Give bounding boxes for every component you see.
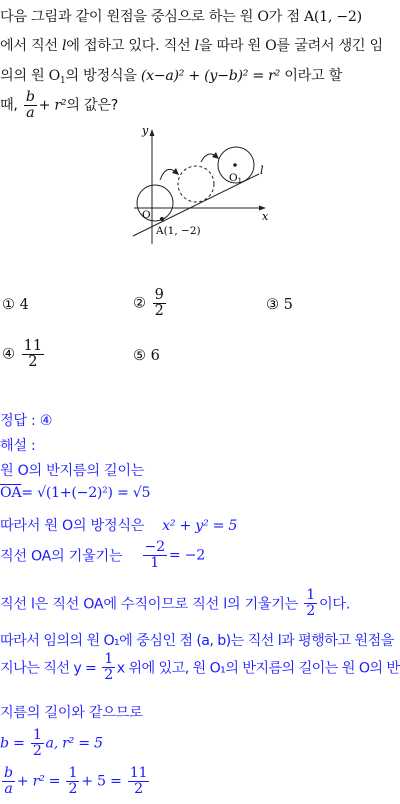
- problem-text: 를 굴려서 생긴 임: [276, 38, 383, 54]
- choice-4[interactable]: [2, 339, 46, 370]
- solution-text: 원 O의 반지름의 길이는: [0, 463, 145, 479]
- math-expression: a, r² = 5: [45, 735, 103, 752]
- line-l-label: l: [62, 38, 67, 54]
- problem-text: 의 값은?: [66, 97, 118, 114]
- fraction-numerator: −2: [144, 539, 165, 555]
- fraction-numerator: 11: [129, 765, 148, 781]
- solution-line-8: [0, 702, 142, 722]
- y-axis-arrow: [150, 129, 155, 136]
- circle-rolling-dashed: [178, 166, 214, 202]
- circle-equation: (x−a)² + (y−b)² = r²: [140, 68, 281, 84]
- fraction-numerator: 1: [68, 765, 78, 781]
- solution-text: 따라서 임의의 원 O₁에 중심인 점 (a, b)는 직선 l과 평행하고 원점을: [0, 633, 394, 649]
- choice-value: 5: [283, 297, 293, 313]
- problem-text: 을 따라 원: [198, 38, 266, 54]
- fraction-denominator: a: [4, 780, 13, 797]
- solution-line-9: [0, 728, 103, 759]
- circle-o-equation: x² + y² = 5: [162, 518, 238, 534]
- point-a: A(1, −2): [303, 9, 362, 25]
- slope-value: = −2: [168, 547, 205, 564]
- fraction-numerator: 9: [154, 287, 164, 303]
- math-expression: + r² =: [16, 773, 61, 790]
- roll-arrow-2-head: [212, 152, 219, 159]
- solution-text: 지나는 직선 y =: [0, 660, 97, 677]
- math-expression: + 5 =: [81, 773, 122, 790]
- fraction-numerator: b: [4, 765, 13, 781]
- problem-text: 때,: [0, 97, 22, 114]
- tangent-circle-figure: [0, 0, 400, 270]
- half-fraction: [66, 766, 79, 797]
- fraction-denominator: 2: [154, 303, 164, 320]
- choice-5[interactable]: [133, 348, 160, 364]
- choice-mark: ①: [2, 297, 15, 313]
- fraction-numerator: 1: [32, 727, 42, 743]
- solution-heading-text: 해설 :: [0, 438, 36, 454]
- solution-line-5: [0, 588, 350, 619]
- choice-value: 6: [150, 348, 160, 364]
- o1-label: O1: [229, 172, 243, 185]
- fraction-denominator: 2: [32, 742, 42, 759]
- y-axis-label: y: [142, 124, 149, 137]
- fraction-denominator: 2: [306, 602, 316, 619]
- solution-text: x 위에 있고, 원 O₁의 반지름의 길이는 원 O의 반: [116, 660, 400, 677]
- fraction-denominator: 1: [150, 554, 160, 571]
- result-fraction: [128, 766, 149, 797]
- choice-mark: ⑤: [133, 348, 146, 364]
- solution-line-7: [0, 652, 400, 683]
- choice-mark: ③: [266, 297, 279, 313]
- fraction-numerator: 11: [23, 338, 43, 354]
- circle-o1-label: O: [48, 68, 60, 84]
- solution-text: 직선 l은 직선 OA에 수직이므로 직선 l의 기울기는: [0, 596, 299, 613]
- choice-mark: ②: [133, 295, 146, 312]
- fraction-numerator: 1: [306, 587, 316, 603]
- b-over-a-fraction: [2, 766, 15, 797]
- problem-text: 에서 직선: [0, 38, 63, 54]
- circle-o1-subscript: 1: [59, 76, 66, 86]
- choice-1[interactable]: [2, 297, 29, 313]
- problem-text: 의 방정식을: [65, 68, 141, 84]
- choice-2[interactable]: [133, 288, 168, 319]
- fraction-denominator: 2: [28, 354, 38, 371]
- solution-text: 이다.: [319, 596, 351, 613]
- choice-3[interactable]: [266, 297, 293, 313]
- line-l-figure-label: l: [260, 164, 264, 177]
- solution-text: 따라서 원 O의 방정식은: [0, 518, 145, 534]
- choice-value: 4: [19, 297, 29, 313]
- circle-o-label: O: [257, 9, 269, 25]
- solution-line-1: [0, 460, 144, 480]
- fraction-numerator: b: [25, 89, 35, 105]
- circle-o-label: O: [265, 38, 277, 54]
- half-fraction: [31, 728, 44, 759]
- choice-fraction: [22, 339, 44, 370]
- solution-text: 직선 OA의 기울기는: [0, 548, 123, 565]
- answer-text: 정답 : ④: [0, 413, 53, 429]
- radius-equation: = √(1+(−2)²) = √5: [21, 485, 151, 501]
- solution-text: 지름의 길이와 같으므로: [0, 705, 143, 721]
- point-a-dot: [160, 217, 164, 221]
- problem-text: 에 접하고 있다. 직선: [66, 38, 195, 54]
- fraction-denominator: 2: [68, 780, 78, 797]
- point-a-label: A(1, −2): [156, 225, 201, 237]
- problem-text: 이라고 할: [280, 68, 343, 84]
- choice-fraction: [153, 288, 166, 319]
- roll-arrow-1: [160, 169, 176, 180]
- solution-heading: [0, 435, 36, 455]
- solution-line-2: [0, 485, 150, 501]
- solution-line-4: [0, 540, 205, 571]
- slope-l-fraction: [304, 588, 317, 619]
- fraction-numerator: 1: [104, 651, 113, 667]
- choice-mark: ④: [2, 346, 15, 363]
- fraction-denominator: a: [26, 104, 35, 121]
- segment-oa: $\overline{OA}$: [0, 485, 22, 501]
- answer-line: [0, 410, 52, 430]
- problem-text: 가 점: [268, 9, 304, 25]
- circle-o1-center: [233, 163, 237, 167]
- fraction-denominator: 2: [134, 780, 143, 797]
- math-expression: b =: [0, 735, 25, 752]
- x-axis-label: x: [262, 210, 269, 223]
- solution-line-6: [0, 630, 394, 650]
- solution-line-3: [0, 515, 237, 535]
- solution-line-10: [0, 766, 151, 797]
- r-squared: + r²: [38, 97, 67, 114]
- problem-text: 의의 원: [0, 68, 49, 84]
- origin-label: O: [142, 209, 151, 221]
- problem-text: 다음 그림과 같이 원점을 중심으로 하는 원: [0, 9, 258, 25]
- slope-fraction: [143, 540, 167, 571]
- fraction-denominator: 2: [104, 666, 113, 683]
- line-l-label: l: [194, 38, 199, 54]
- line-slope-fraction: [102, 652, 114, 683]
- roll-arrow-1-head: [172, 168, 179, 175]
